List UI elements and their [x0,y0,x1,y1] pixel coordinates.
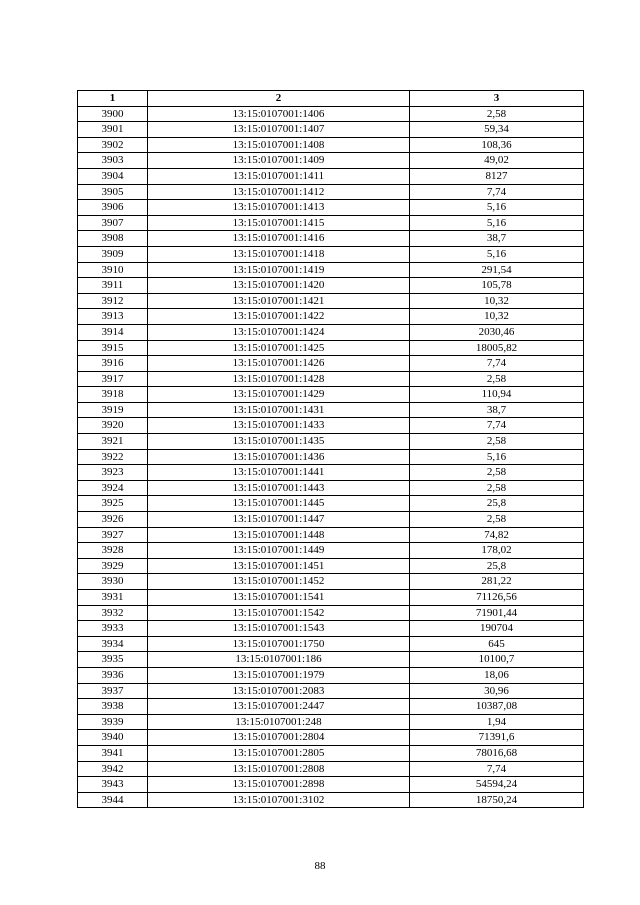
value-cell: 30,96 [410,683,584,699]
cadastral-number-cell: 13:15:0107001:1425 [148,340,410,356]
table-row [78,792,584,808]
table-row [78,168,584,184]
value-cell: 7,74 [410,418,584,434]
cadastral-number-cell: 13:15:0107001:1415 [148,215,410,231]
cadastral-number-cell: 13:15:0107001:1443 [148,480,410,496]
row-number-cell: 3909 [78,246,148,262]
value-cell: 7,74 [410,356,584,372]
row-number-cell: 3920 [78,418,148,434]
value-cell: 105,78 [410,278,584,294]
row-number-cell: 3932 [78,605,148,621]
header-cell-col3: 3 [410,91,584,107]
value-cell: 71126,56 [410,590,584,606]
value-cell: 10100,7 [410,652,584,668]
row-number-cell: 3929 [78,558,148,574]
row-number-cell: 3930 [78,574,148,590]
row-number-cell: 3908 [78,231,148,247]
cadastral-number-cell: 13:15:0107001:1979 [148,667,410,683]
value-cell: 2,58 [410,480,584,496]
table-row [78,449,584,465]
table-row [78,512,584,528]
table-row [78,418,584,434]
table-row [78,340,584,356]
table-row [78,761,584,777]
value-cell: 281,22 [410,574,584,590]
value-cell: 2,58 [410,434,584,450]
row-number-cell: 3900 [78,106,148,122]
row-number-cell: 3915 [78,340,148,356]
table-row [78,387,584,403]
value-cell: 178,02 [410,543,584,559]
cadastral-number-cell: 13:15:0107001:1433 [148,418,410,434]
row-number-cell: 3918 [78,387,148,403]
row-number-cell: 3923 [78,465,148,481]
cadastral-number-cell: 13:15:0107001:1412 [148,184,410,200]
value-cell: 10,32 [410,309,584,325]
table-row [78,730,584,746]
cadastral-number-cell: 13:15:0107001:1431 [148,402,410,418]
cadastral-number-cell: 13:15:0107001:1542 [148,605,410,621]
cadastral-number-cell: 13:15:0107001:1441 [148,465,410,481]
table-row [78,683,584,699]
table-row [78,667,584,683]
value-cell: 2,58 [410,106,584,122]
cadastral-number-cell: 13:15:0107001:1407 [148,122,410,138]
cadastral-number-cell: 13:15:0107001:2083 [148,683,410,699]
cadastral-number-cell: 13:15:0107001:1413 [148,200,410,216]
row-number-cell: 3925 [78,496,148,512]
value-cell: 49,02 [410,153,584,169]
value-cell: 25,8 [410,496,584,512]
value-cell: 71391,6 [410,730,584,746]
table-row [78,106,584,122]
cadastral-number-cell: 13:15:0107001:248 [148,714,410,730]
table-row [78,278,584,294]
table-row [78,231,584,247]
cadastral-number-cell: 13:15:0107001:1452 [148,574,410,590]
row-number-cell: 3939 [78,714,148,730]
cadastral-number-cell: 13:15:0107001:2898 [148,777,410,793]
value-cell: 190704 [410,621,584,637]
table-row [78,465,584,481]
table-row [78,184,584,200]
row-number-cell: 3937 [78,683,148,699]
value-cell: 2030,46 [410,324,584,340]
table-row [78,371,584,387]
header-row [78,91,584,107]
row-number-cell: 3924 [78,480,148,496]
value-cell: 2,58 [410,465,584,481]
row-number-cell: 3933 [78,621,148,637]
cadastral-number-cell: 13:15:0107001:3102 [148,792,410,808]
row-number-cell: 3931 [78,590,148,606]
table-body [78,106,584,808]
table-row [78,636,584,652]
cadastral-number-cell: 13:15:0107001:2447 [148,699,410,715]
table-row [78,699,584,715]
cadastral-number-cell: 13:15:0107001:2808 [148,761,410,777]
table-row [78,590,584,606]
table-row [78,480,584,496]
table-row [78,714,584,730]
value-cell: 5,16 [410,246,584,262]
value-cell: 5,16 [410,449,584,465]
row-number-cell: 3913 [78,309,148,325]
value-cell: 2,58 [410,371,584,387]
row-number-cell: 3926 [78,512,148,528]
value-cell: 291,54 [410,262,584,278]
table-row [78,246,584,262]
table-row [78,543,584,559]
cadastral-number-cell: 13:15:0107001:1419 [148,262,410,278]
value-cell: 2,58 [410,512,584,528]
data-table [77,90,584,808]
table-row [78,309,584,325]
value-cell: 645 [410,636,584,652]
header-cell-col1: 1 [78,91,148,107]
row-number-cell: 3912 [78,293,148,309]
row-number-cell: 3935 [78,652,148,668]
table-row [78,574,584,590]
value-cell: 10,32 [410,293,584,309]
table-row [78,434,584,450]
table-row [78,605,584,621]
cadastral-number-cell: 13:15:0107001:2805 [148,745,410,761]
table-row [78,293,584,309]
cadastral-number-cell: 13:15:0107001:1435 [148,434,410,450]
value-cell: 108,36 [410,137,584,153]
value-cell: 71901,44 [410,605,584,621]
row-number-cell: 3914 [78,324,148,340]
header-cell-col2: 2 [148,91,410,107]
table-row [78,745,584,761]
row-number-cell: 3911 [78,278,148,294]
cadastral-number-cell: 13:15:0107001:1541 [148,590,410,606]
cadastral-number-cell: 13:15:0107001:1411 [148,168,410,184]
table-row [78,324,584,340]
value-cell: 38,7 [410,231,584,247]
cadastral-number-cell: 13:15:0107001:1422 [148,309,410,325]
value-cell: 1,94 [410,714,584,730]
row-number-cell: 3901 [78,122,148,138]
value-cell: 18005,82 [410,340,584,356]
table-row [78,652,584,668]
row-number-cell: 3928 [78,543,148,559]
row-number-cell: 3922 [78,449,148,465]
cadastral-number-cell: 13:15:0107001:1436 [148,449,410,465]
value-cell: 7,74 [410,761,584,777]
cadastral-number-cell: 13:15:0107001:1424 [148,324,410,340]
cadastral-number-cell: 13:15:0107001:1421 [148,293,410,309]
cadastral-number-cell: 13:15:0107001:2804 [148,730,410,746]
table-row [78,262,584,278]
value-cell: 5,16 [410,215,584,231]
table-row [78,558,584,574]
cadastral-number-cell: 13:15:0107001:1429 [148,387,410,403]
cadastral-number-cell: 13:15:0107001:1406 [148,106,410,122]
cadastral-number-cell: 13:15:0107001:1451 [148,558,410,574]
cadastral-number-cell: 13:15:0107001:1447 [148,512,410,528]
row-number-cell: 3905 [78,184,148,200]
table-row [78,137,584,153]
row-number-cell: 3940 [78,730,148,746]
cadastral-number-cell: 13:15:0107001:1409 [148,153,410,169]
table-row [78,402,584,418]
cadastral-number-cell: 13:15:0107001:186 [148,652,410,668]
value-cell: 25,8 [410,558,584,574]
cadastral-number-cell: 13:15:0107001:1408 [148,137,410,153]
value-cell: 78016,68 [410,745,584,761]
table-row [78,153,584,169]
value-cell: 38,7 [410,402,584,418]
value-cell: 59,34 [410,122,584,138]
row-number-cell: 3917 [78,371,148,387]
row-number-cell: 3910 [78,262,148,278]
row-number-cell: 3944 [78,792,148,808]
table-row [78,621,584,637]
row-number-cell: 3938 [78,699,148,715]
table-row [78,777,584,793]
table-row [78,200,584,216]
row-number-cell: 3942 [78,761,148,777]
table-row [78,215,584,231]
value-cell: 110,94 [410,387,584,403]
value-cell: 7,74 [410,184,584,200]
table-row [78,527,584,543]
cadastral-number-cell: 13:15:0107001:1750 [148,636,410,652]
value-cell: 74,82 [410,527,584,543]
table-row [78,356,584,372]
row-number-cell: 3902 [78,137,148,153]
cadastral-number-cell: 13:15:0107001:1445 [148,496,410,512]
cadastral-number-cell: 13:15:0107001:1448 [148,527,410,543]
row-number-cell: 3936 [78,667,148,683]
value-cell: 18750,24 [410,792,584,808]
cadastral-number-cell: 13:15:0107001:1420 [148,278,410,294]
row-number-cell: 3921 [78,434,148,450]
row-number-cell: 3907 [78,215,148,231]
row-number-cell: 3934 [78,636,148,652]
value-cell: 54594,24 [410,777,584,793]
value-cell: 10387,08 [410,699,584,715]
cadastral-number-cell: 13:15:0107001:1418 [148,246,410,262]
row-number-cell: 3943 [78,777,148,793]
cadastral-number-cell: 13:15:0107001:1543 [148,621,410,637]
row-number-cell: 3919 [78,402,148,418]
value-cell: 18,06 [410,667,584,683]
cadastral-number-cell: 13:15:0107001:1416 [148,231,410,247]
row-number-cell: 3927 [78,527,148,543]
table-row [78,496,584,512]
row-number-cell: 3941 [78,745,148,761]
cadastral-number-cell: 13:15:0107001:1449 [148,543,410,559]
row-number-cell: 3916 [78,356,148,372]
page-number: 88 [314,860,326,872]
cadastral-number-cell: 13:15:0107001:1428 [148,371,410,387]
row-number-cell: 3904 [78,168,148,184]
table-row [78,122,584,138]
value-cell: 5,16 [410,200,584,216]
row-number-cell: 3903 [78,153,148,169]
cadastral-number-cell: 13:15:0107001:1426 [148,356,410,372]
row-number-cell: 3906 [78,200,148,216]
value-cell: 8127 [410,168,584,184]
